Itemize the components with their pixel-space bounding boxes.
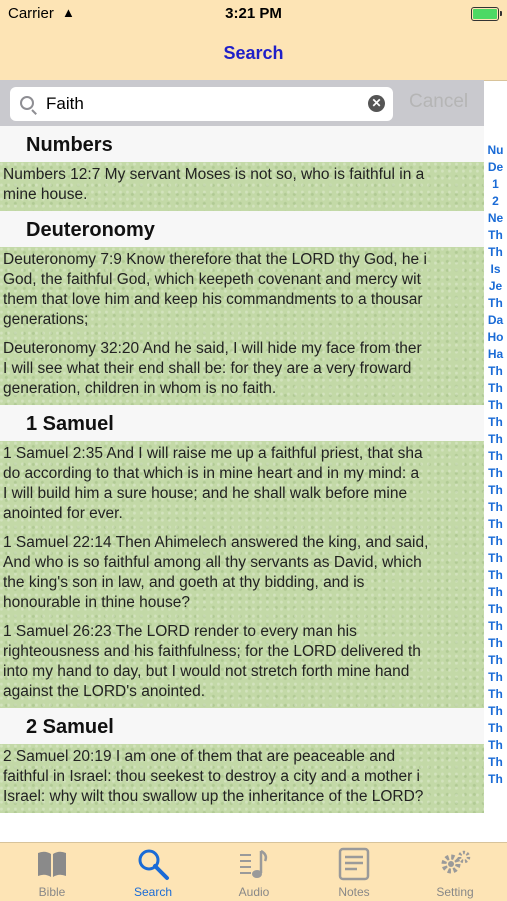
index-item[interactable]: Th	[488, 704, 503, 718]
search-results-list[interactable]	[0, 126, 484, 842]
verse-text-line: honourable in thine house?	[3, 594, 191, 611]
index-item[interactable]: Ne	[487, 211, 504, 225]
tab-label: Audio	[238, 885, 270, 899]
verse-row[interactable]	[0, 336, 484, 405]
verse-text-line: 1 Samuel 2:35 And I will raise me up a faithful priest, that sha	[3, 445, 423, 462]
index-item[interactable]: Th	[488, 398, 503, 412]
verse-row[interactable]	[0, 744, 484, 813]
index-item[interactable]: Th	[488, 585, 503, 599]
index-item[interactable]: Th	[488, 466, 503, 480]
index-item[interactable]: Th	[488, 568, 503, 582]
magnifier-icon	[20, 96, 34, 110]
index-item[interactable]: Th	[488, 415, 503, 429]
index-item[interactable]: Th	[488, 517, 503, 531]
index-item[interactable]: Th	[488, 296, 503, 310]
tab-bar	[0, 842, 507, 901]
verse-text-line: Numbers 12:7 My servant Moses is not so, who is faithful in a	[3, 166, 425, 183]
music-note-icon	[237, 847, 271, 881]
index-item[interactable]: Ho	[487, 330, 504, 344]
verse-text-line: righteousness and his faithfulness; for the LORD delivered th	[3, 643, 421, 660]
section-header: 1 Samuel	[0, 405, 484, 441]
book-icon	[35, 847, 69, 881]
verse-row[interactable]	[0, 247, 484, 336]
index-item[interactable]: Th	[488, 483, 503, 497]
verse-text-line: mine house.	[3, 186, 88, 203]
verse-text-line: anointed for ever.	[3, 505, 123, 522]
search-bar	[0, 80, 484, 126]
index-item[interactable]: De	[487, 160, 504, 174]
index-item[interactable]: Th	[488, 755, 503, 769]
verse-row[interactable]	[0, 530, 484, 619]
verse-text-line: I will see what their end shall be: for they are a very froward	[3, 360, 412, 377]
tab-label: Search	[133, 885, 173, 899]
search-input-text: Faith	[46, 94, 84, 113]
verse-row[interactable]	[0, 619, 484, 708]
index-item[interactable]: Th	[488, 636, 503, 650]
index-item[interactable]: Th	[488, 381, 503, 395]
index-item[interactable]: Th	[488, 500, 503, 514]
verse-text-line: against the LORD's anointed.	[3, 683, 205, 700]
carrier-label: Carrier	[8, 5, 54, 22]
index-item[interactable]: Th	[488, 738, 503, 752]
verse-text-line: 1 Samuel 26:23 The LORD render to every man his	[3, 623, 357, 640]
tab-bible[interactable]	[2, 843, 102, 901]
verse-text-line: Deuteronomy 7:9 Know therefore that the LORD thy God, he i	[3, 251, 427, 268]
index-item[interactable]: Th	[488, 534, 503, 548]
tab-search[interactable]	[103, 843, 203, 901]
verse-text-line: 2 Samuel 20:19 I am one of them that are peaceable and	[3, 748, 396, 765]
page-title: Search	[223, 43, 284, 63]
index-item[interactable]: Je	[488, 279, 503, 293]
verse-text-line: faithful in Israel: thou seekest to destroy a city and a mother i	[3, 768, 420, 785]
section-header: Deuteronomy	[0, 211, 484, 247]
index-item[interactable]: Ha	[487, 347, 504, 361]
tab-label: Notes	[338, 885, 370, 899]
index-item[interactable]: Th	[488, 551, 503, 565]
verse-text-line: generation, children in whom is no faith.	[3, 380, 277, 397]
index-item[interactable]: Th	[488, 228, 503, 242]
notes-icon	[337, 847, 371, 881]
index-item[interactable]: Th	[488, 653, 503, 667]
tab-notes[interactable]	[304, 843, 404, 901]
index-item[interactable]: Nu	[487, 143, 504, 157]
index-item[interactable]: Da	[487, 313, 504, 327]
verse-text-line: them that love him and keep his commandments to a thousar	[3, 291, 423, 308]
index-item[interactable]: Th	[488, 364, 503, 378]
verse-text-line: And who is so faithful among all thy servants as David, which	[3, 554, 422, 571]
section-header: Numbers	[0, 126, 484, 162]
verse-text-line: the king's son in law, and goeth at thy bidding, and is	[3, 574, 365, 591]
verse-text-line: generations;	[3, 311, 89, 328]
verse-text-line: Deuteronomy 32:20 And he said, I will hide my face from ther	[3, 340, 422, 357]
gear-icon	[438, 847, 472, 881]
section-index[interactable]	[484, 126, 507, 842]
index-item[interactable]: Is	[490, 262, 501, 276]
index-item[interactable]: 1	[492, 177, 499, 191]
index-item[interactable]: Th	[488, 602, 503, 616]
verse-text-line: into my hand to day, but I would not stretch forth mine hand	[3, 663, 410, 680]
index-item[interactable]: Th	[488, 245, 503, 259]
verse-text-line: Israel: why wilt thou swallow up the inheritance of the LORD?	[3, 788, 424, 805]
cancel-button[interactable]: Cancel	[409, 91, 469, 112]
tab-audio[interactable]	[204, 843, 304, 901]
index-item[interactable]: Th	[488, 432, 503, 446]
section-header: 2 Samuel	[0, 708, 484, 744]
wifi-icon: ▲	[62, 5, 75, 20]
status-time: 3:21 PM	[225, 5, 282, 22]
clear-search-icon[interactable]: ✕	[368, 95, 385, 112]
index-item[interactable]: Th	[488, 670, 503, 684]
index-item[interactable]: Th	[488, 721, 503, 735]
index-item[interactable]: Th	[488, 619, 503, 633]
battery-icon	[471, 7, 499, 21]
verse-row[interactable]	[0, 162, 484, 211]
index-item[interactable]: 2	[492, 194, 499, 208]
verse-text-line: do according to that which is in mine heart and in my mind: a	[3, 465, 420, 482]
tab-setting[interactable]	[405, 843, 505, 901]
index-item[interactable]: Th	[488, 449, 503, 463]
verse-text-line: God, the faithful God, which keepeth covenant and mercy wit	[3, 271, 421, 288]
tab-label: Bible	[38, 885, 66, 899]
verse-text-line: 1 Samuel 22:14 Then Ahimelech answered the king, and said,	[3, 534, 429, 551]
tab-label: Setting	[436, 885, 474, 899]
index-item[interactable]: Th	[488, 772, 503, 786]
search-input[interactable]	[10, 87, 393, 121]
index-item[interactable]: Th	[488, 687, 503, 701]
status-bar	[0, 0, 507, 28]
navigation-bar	[0, 28, 507, 81]
verse-text-line: I will build him a sure house; and he shall walk before mine	[3, 485, 408, 502]
verse-row[interactable]	[0, 441, 484, 530]
search-icon	[136, 847, 170, 881]
